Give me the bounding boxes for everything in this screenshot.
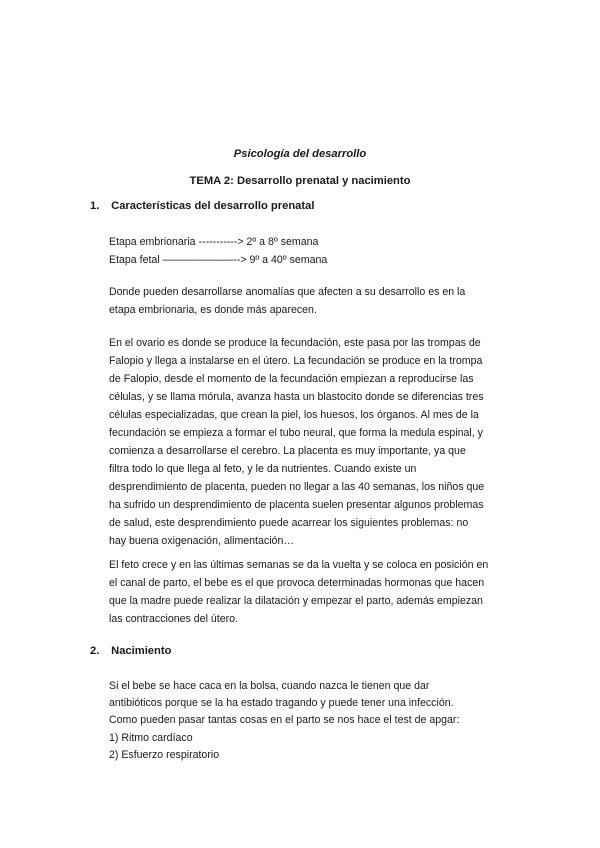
paragraph-line: de salud, este desprendimiento puede acarrear los siguientes problemas: no (109, 517, 469, 529)
paragraph-line: El feto crece y en las últimas semanas se da la vuelta y se coloca en posición en (109, 559, 489, 571)
paragraph-line: Como pueden pasar tantas cosas en el parto se nos hace el test de apgar: (109, 714, 460, 727)
document-title: Psicología del desarrollo (233, 148, 367, 160)
list-item: 2) Esfuerzo respiratorio (109, 748, 220, 761)
etapa-line: Etapa fetal ––––––––––––--> 9º a 40º semana (109, 254, 328, 266)
paragraph-line: que la madre puede realizar la dilatación y empezar el parto, además empiezan (109, 595, 483, 607)
paragraph-line: filtra todo lo que llega al feto, y le da nutrientes. Cuando existe un (109, 463, 417, 475)
paragraph-line: el canal de parto, el bebe es el que provoca determinadas hormonas que hacen (109, 577, 485, 589)
etapas-list (109, 233, 521, 269)
paragraph-line: comienza a desarrollarse el cerebro. La placenta es muy importante, ya que (109, 445, 466, 457)
paragraph-line: antibióticos porque se la ha estado tragando y puede tener una infección. (109, 697, 454, 710)
paragraph-line: células, y se llama mórula, avanza hasta un blastocito donde se diferencias tres (109, 391, 484, 403)
section-2-heading (90, 645, 171, 657)
paragraph-line: hay buena oxigenación, alimentación… (109, 535, 294, 547)
paragraph-line: etapa embrionaria, es donde más aparecen. (109, 304, 317, 316)
paragraph-parto (109, 556, 521, 628)
paragraph-line: Donde pueden desarrollarse anomalías que afecten a su desarrollo es en la (109, 286, 466, 298)
section-1-number: 1. (90, 200, 100, 212)
section-2-title: Nacimiento (111, 645, 172, 657)
paragraph-line: células especializadas, que crean la piel, los huesos, los órganos. Al mes de la (109, 409, 479, 421)
list-item: 1) Ritmo cardíaco (109, 731, 193, 744)
paragraph-line: de Falopio, desde el momento de la fecundación empiezan a reproducirse las (109, 373, 474, 385)
paragraph-line: las contracciones del útero. (109, 613, 238, 625)
paragraph-anomalias (109, 283, 521, 319)
paragraph-line: Falopio y llega a instalarse en el útero. La fecundación se produce en la trompa (109, 355, 483, 367)
paragraph-line: ha sufrido un desprendimiento de placenta suelen presentar algunos problemas (109, 499, 484, 511)
paragraph-line: desprendimiento de placenta, pueden no llegar a las 40 semanas, los niños que (109, 481, 485, 493)
section-1-title: Características del desarrollo prenatal (111, 200, 315, 212)
paragraph-line: Si el bebe se hace caca en la bolsa, cuando nazca le tienen que dar (109, 680, 430, 692)
etapa-line: Etapa embrionaria -----------> 2º a 8º semana (109, 236, 319, 248)
paragraph-line: fecundación se empieza a formar el tubo neural, que forma la medula espinal, y (109, 427, 483, 439)
section-1-heading (90, 200, 314, 212)
section-2-number: 2. (90, 645, 100, 657)
paragraph-nacimiento (109, 678, 521, 764)
document-subtitle: TEMA 2: Desarrollo prenatal y nacimiento (189, 175, 411, 187)
paragraph-line: En el ovario es donde se produce la fecundación, este pasa por las trompas de (109, 337, 481, 349)
paragraph-fecundacion (109, 334, 521, 550)
